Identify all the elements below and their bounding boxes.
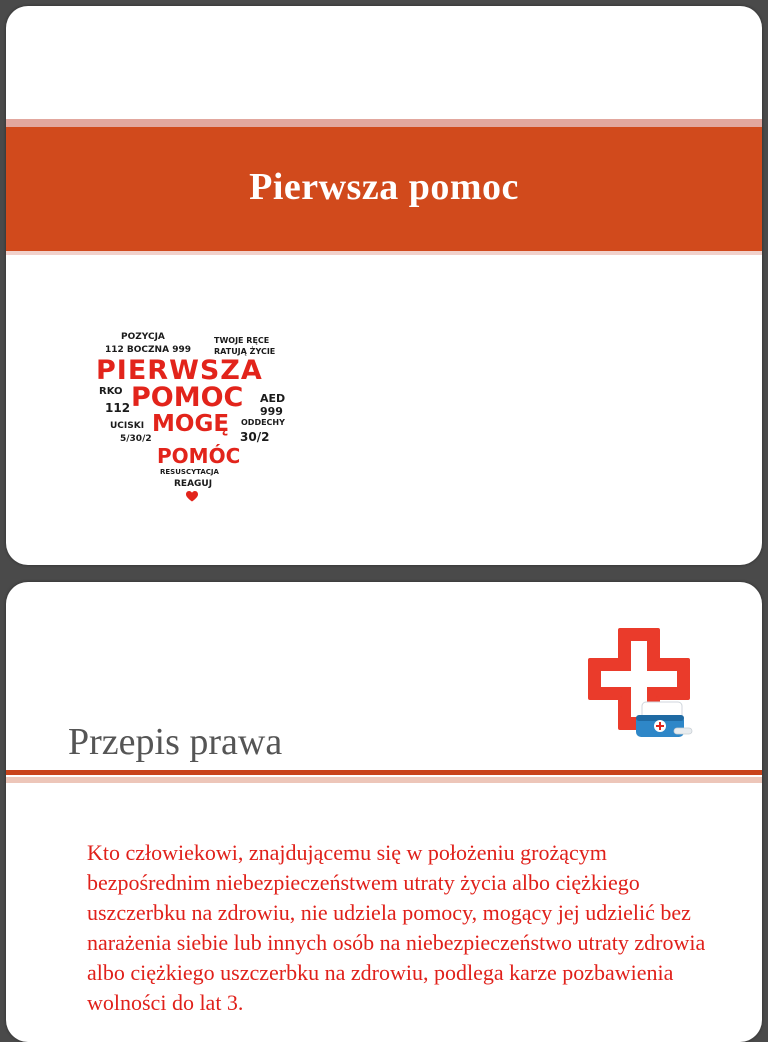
word-aed: AED xyxy=(260,392,286,405)
word-pomoc-2: POMÓC xyxy=(157,444,241,468)
word-reaguj: REAGUJ xyxy=(174,479,213,489)
word-112: 112 xyxy=(105,401,131,415)
first-aid-cross-icon xyxy=(584,622,700,740)
word-boczna: 112 BOCZNA 999 xyxy=(105,345,191,355)
header-thin-stripe xyxy=(6,119,762,127)
word-pierwsza: PIERWSZA xyxy=(96,355,263,386)
slide-title xyxy=(6,6,762,565)
slide-law-title: Przepis prawa xyxy=(68,721,283,763)
first-aid-kit-icon xyxy=(636,702,692,737)
word-pozycja: POZYCJA xyxy=(121,332,165,342)
word-pomoc: POMOC xyxy=(131,382,244,413)
slide-title-text: Pierwsza pomoc xyxy=(249,166,519,208)
title-band-underline xyxy=(6,251,762,255)
word-30-2: 30/2 xyxy=(240,430,270,444)
word-oddechy: ODDECHY xyxy=(241,418,285,427)
word-moge: MOGĘ xyxy=(152,411,230,437)
slide-law xyxy=(6,582,762,1042)
word-ratuja-zycie: RATUJĄ ŻYCIE xyxy=(214,347,276,356)
word-resuscytacja: RESUSCYTACJA xyxy=(160,468,219,476)
title-underline-light xyxy=(6,777,762,783)
title-underline-dark xyxy=(6,770,762,775)
word-rko: RKO xyxy=(99,386,123,397)
heart-word-cloud xyxy=(86,321,301,506)
law-text: Kto człowiekowi, znajdującemu się w położeniu grożącym bezpośrednim niebezpieczeństwem utraty życia albo ciężkiego uszczerbku na zdrowiu, nie udziela pomocy, mogący jej udzielić bez narażenia siebie lub innych osób na niebezpieczeństwo utraty zdrowia albo ciężkiego uszczerbku na zdrowiu, podlega karze pozbawienia wolności do lat 3. xyxy=(87,840,706,1015)
word-999: 999 xyxy=(260,405,283,418)
word-5-30-2: 5/30/2 xyxy=(120,434,152,444)
heart-icon xyxy=(186,491,198,502)
word-uciski: UCISKI xyxy=(110,421,145,431)
word-twoje-rece: TWOJE RĘCE xyxy=(214,336,270,345)
